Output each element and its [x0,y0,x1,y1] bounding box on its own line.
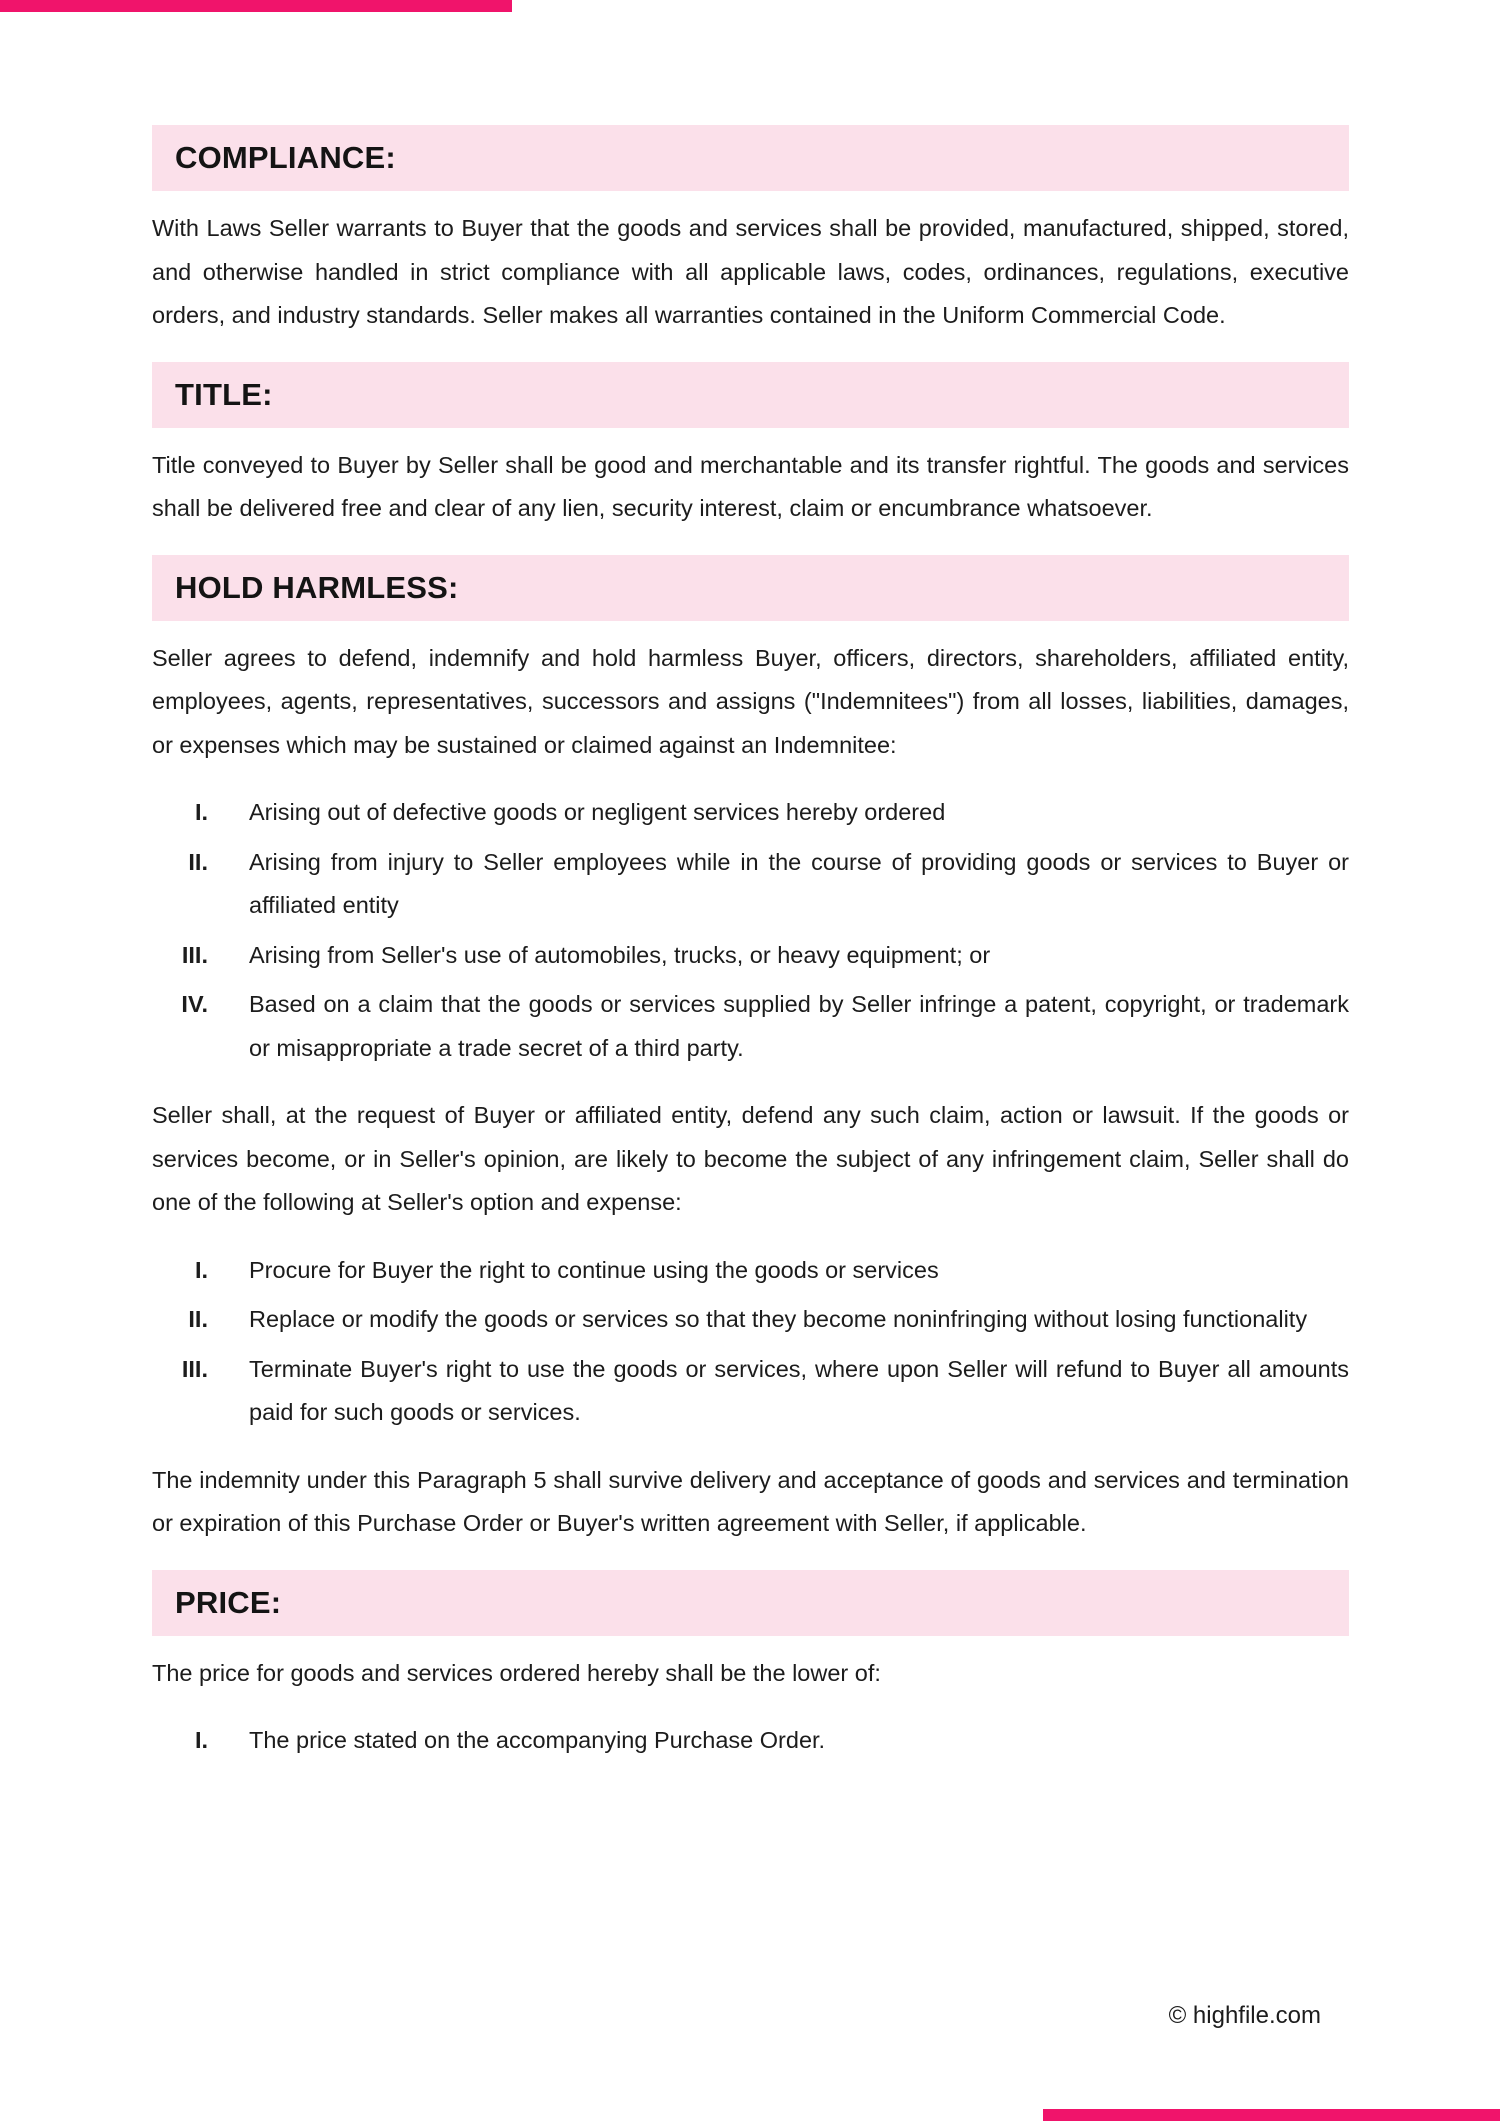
list-item-numeral: II. [188,848,208,875]
hold-harmless-paragraph-3: The indemnity under this Paragraph 5 shall survive delivery and acceptance of goods and services and termination or expiration of this Purchase Order or Buyer's written agreement with Seller, if applicable. [152,1466,1349,1536]
hold-harmless-paragraph-1: Seller agrees to defend, indemnify and hold harmless Buyer, officers, directors, shareholders, affiliated entity, employees, agents, representatives, successors and assigns ("Indemnitees") from all losses, liabilities, damages, or expenses which may be sustained or claimed against an Indemnitee: [152,644,1349,758]
list-item-numeral: I. [194,799,208,825]
heading-hold-harmless: HOLD HARMLESS: [175,569,459,605]
section-hold-harmless [152,555,1349,1546]
list-item [152,934,1349,978]
section-heading-compliance [152,125,1349,191]
section-heading-title [152,362,1349,428]
list-item-numeral: II. [188,1306,208,1332]
list-item [152,1249,1349,1293]
infringement-options-list [152,1249,1349,1435]
section-title [152,362,1349,531]
list-item-numeral: I. [194,1256,208,1283]
list-item-text: Terminate Buyer's right to use the goods or services, where upon Seller will refund to Buyer all amounts paid for such goods or services. [249,1355,1349,1425]
list-item-numeral: I. [194,1727,208,1753]
list-item [152,1298,1349,1342]
list-item-text: Based on a claim that the goods or services supplied by Seller infringe a patent, copyright, or trademark or misappropriate a trade secret of a third party. [249,991,1349,1061]
heading-title: TITLE: [175,376,273,412]
list-item-numeral: IV. [181,991,208,1017]
list-item [152,983,1349,1070]
list-item-numeral: III. [181,941,208,968]
list-item [152,841,1349,928]
list-item-text: Procure for Buyer the right to continue using the goods or services [249,1256,939,1283]
title-paragraph: Title conveyed to Buyer by Seller shall be good and merchantable and its transfer rightful. The goods and services shall be delivered free and clear of any lien, security interest, claim or encumbrance whatsoever. [152,451,1349,521]
list-item [152,1348,1349,1435]
heading-price: PRICE: [175,1584,282,1620]
section-price [152,1570,1349,1763]
list-item-numeral: III. [181,1355,208,1382]
top-accent-bar [0,0,512,12]
footer-credit-text: © highfile.com [1168,2002,1321,2029]
hold-harmless-paragraph-2: Seller shall, at the request of Buyer or affiliated entity, defend any such claim, action or lawsuit. If the goods or services become, or in Seller's opinion, are likely to become the subject of any infringement claim, Seller shall do one of the following at Seller's option and expense: [152,1102,1349,1215]
list-item-text: The price stated on the accompanying Purchase Order. [249,1727,826,1753]
footer-credit [1169,2002,1321,2030]
list-item-text: Replace or modify the goods or services so that they become noninfringing without losing functionality [249,1306,1308,1332]
list-item-text: Arising out of defective goods or negligent services hereby ordered [249,799,946,825]
section-compliance [152,125,1349,338]
compliance-paragraph: With Laws Seller warrants to Buyer that the goods and services shall be provided, manufactured, shipped, stored, and otherwise handled in strict compliance with all applicable laws, codes, ordinances, regulations, executive orders, and industry standards. Seller makes all warranties contained in the Uniform Commercial Code. [152,215,1349,328]
list-item-text: Arising from Seller's use of automobiles, trucks, or heavy equipment; or [249,941,991,968]
heading-compliance: COMPLIANCE: [175,140,396,175]
indemnity-claims-list [152,791,1349,1070]
bottom-accent-bar [1043,2109,1500,2121]
section-heading-hold-harmless [152,555,1349,621]
list-item-text: Arising from injury to Seller employees while in the course of providing goods or services to Buyer or affiliated entity [249,848,1349,918]
section-heading-price [152,1570,1349,1636]
list-item [152,791,1349,835]
price-paragraph: The price for goods and services ordered hereby shall be the lower of: [152,1659,881,1686]
list-item [152,1719,1349,1763]
price-list [152,1719,1349,1763]
document-content [152,125,1349,1787]
